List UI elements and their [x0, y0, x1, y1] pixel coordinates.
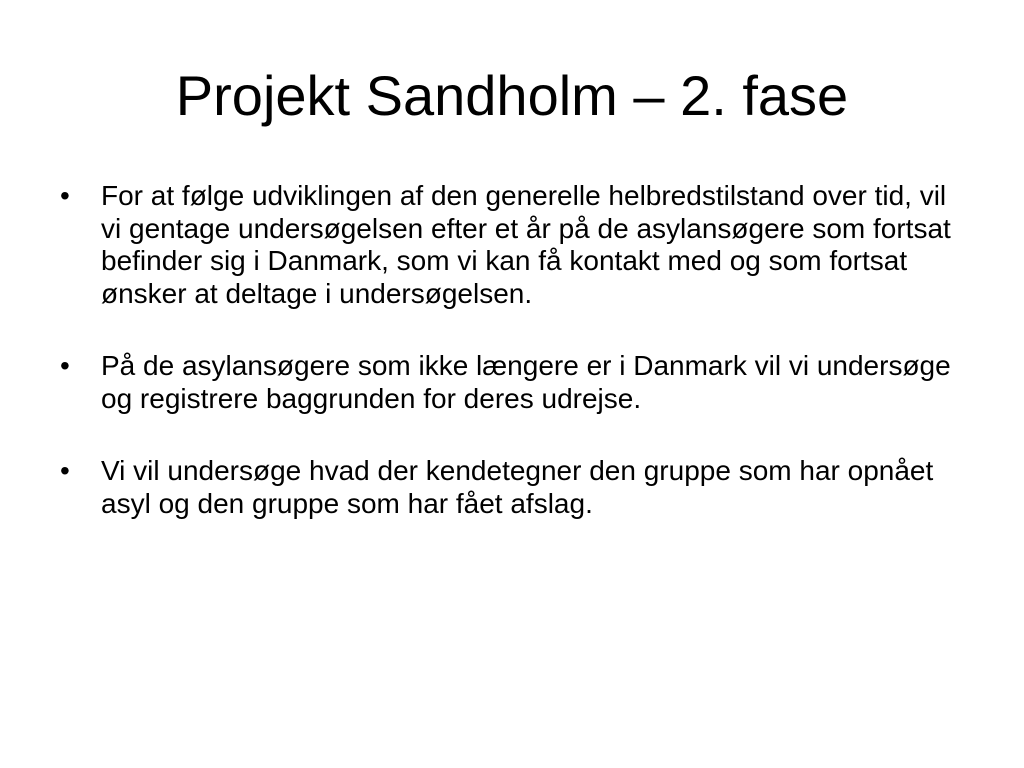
- bullet-list: [60, 180, 970, 560]
- bullet-text: På de asylansøgere som ikke længere er i Danmark vil vi undersøge og registrere baggrunden for deres udrejse.: [101, 350, 951, 414]
- bullet-item: [60, 350, 970, 415]
- bullet-marker: •: [60, 180, 70, 211]
- bullet-text: Vi vil undersøge hvad der kendetegner den gruppe som har opnået asyl og den gruppe som har fået afslag.: [101, 455, 934, 519]
- bullet-marker: •: [60, 350, 70, 381]
- bullet-marker: •: [60, 455, 70, 486]
- bullet-text: For at følge udviklingen af den generelle helbredstilstand over tid, vil vi gentage undersøgelsen efter et år på de asylansøgere som fortsat befinder sig i Danmark, som vi kan få kontakt med og som fortsat ønsker at deltage i undersøgelsen.: [101, 180, 951, 309]
- bullet-item: [60, 455, 970, 520]
- bullet-item: [60, 180, 970, 310]
- slide-title: Projekt Sandholm – 2. fase: [175, 64, 849, 127]
